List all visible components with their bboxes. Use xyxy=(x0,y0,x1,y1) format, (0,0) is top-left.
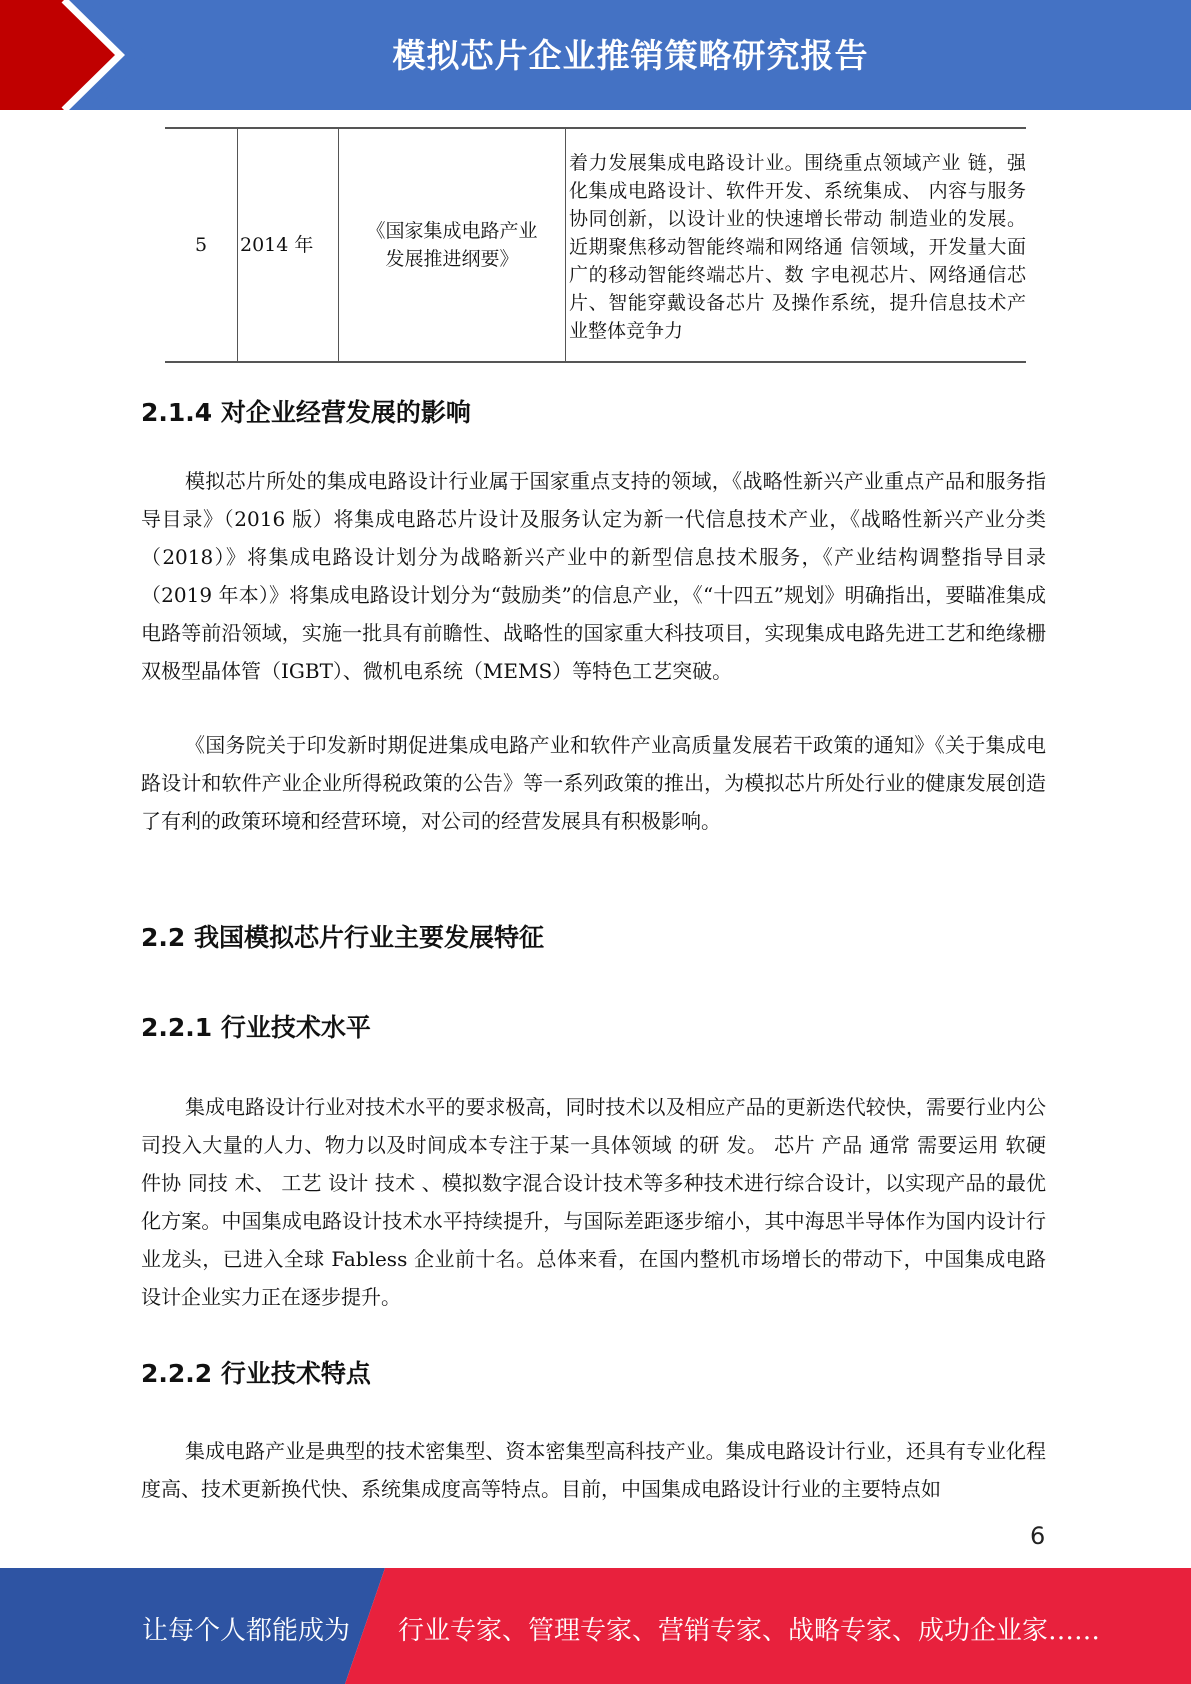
page-footer xyxy=(0,1568,1191,1684)
policy-table xyxy=(165,127,1026,363)
row-policy-name-cell xyxy=(339,128,566,362)
paragraph-2-1-4-a: 模拟芯片所处的集成电路设计行业属于国家重点支持的领域，《战略性新兴产业重点产品和服务指导目录》（2016 版）将集成电路芯片设计及服务认定为新一代信息技术产业，《战略性新兴产业分类（2018）》将集成电路设计划分为战略新兴产业中的新型信息技术服务，《产业结构调整指导目录（2019 年本）》将集成电路设计划分为“鼓励类”的信息产业，《“十四五”规划》明确指出，要瞄准集成电路等前沿领域，实施一批具有前瞻性、战略性的国家重大科技项目，实现集成电路先进工艺和绝缘栅双极型晶体管（IGBT）、微机电系统（MEMS）等特色工艺突破。 xyxy=(141,469,1046,683)
table-row xyxy=(165,128,1026,362)
paragraph-2-2-2: 集成电路产业是典型的技术密集型、资本密集型高科技产业。集成电路设计行业，还具有专业化程度高、技术更新换代快、系统集成度高等特点。目前，中国集成电路设计行业的主要特点如 xyxy=(141,1439,1046,1501)
section-heading-2-2: 2.2 我国模拟芯片行业主要发展特征 xyxy=(141,923,544,952)
footer-slogan-left: 让每个人都能成为 xyxy=(142,1616,351,1646)
page-header xyxy=(0,0,1191,110)
row-policy-name: 《国家集成电路产业 发展推进纲要》 xyxy=(366,220,538,270)
section-heading-2-1-4: 2.1.4 对企业经营发展的影响 xyxy=(141,398,471,427)
row-number: 5 xyxy=(165,128,238,362)
section-heading-2-2-2: 2.2.2 行业技术特点 xyxy=(141,1359,371,1388)
row-year: 2014 年 xyxy=(238,128,339,362)
section-heading-2-2-1: 2.2.1 行业技术水平 xyxy=(141,1013,371,1042)
report-title: 模拟芯片企业推销策略研究报告 xyxy=(392,36,869,75)
paragraph-2-1-4-b: 《国务院关于印发新时期促进集成电路产业和软件产业高质量发展若干政策的通知》《关于集成电路设计和软件产业企业所得税政策的公告》等一系列政策的推出，为模拟芯片所处行业的健康发展创造了有利的政策环境和经营环境，对公司的经营发展具有积极影响。 xyxy=(141,733,1046,833)
footer-slogan-right: 行业专家、管理专家、营销专家、战略专家、成功企业家…… xyxy=(398,1616,1101,1646)
paragraph-2-2-1: 集成电路设计行业对技术水平的要求极高，同时技术以及相应产品的更新迭代较快，需要行业内公司投入大量的人力、物力以及时间成本专注于某一具体领域 的研 发。 芯片 产品 通常 需要运用 软硬 件协 同技 术、 工艺 设计 技术 、模拟数字混合设计技术等多种技术进行综合设计，以实现产品的最优化方案。中国集成电路设计技术水平持续提升，与国际差距逐步缩小，其中海思半导体作为国内设计行业龙头，已进入全球 Fabless 企业前十名。总体来看，在国内整机市场增长的带动下，中国集成电路设计企业实力正在逐步提升。 xyxy=(141,1095,1046,1309)
row-policy-content: 着力发展集成电路设计业。围绕重点领域产业 链，强化集成电路设计、软件开发、系统集成、 内容与服务协同创新，以设计业的快速增长带动 制造业的发展。近期聚焦移动智能终端和网络通 信领域，开发量大面广的移动智能终端芯片、数 字电视芯片、网络通信芯片、智能穿戴设备芯片 及操作系统，提升信息技术产业整体竞争力 xyxy=(566,128,1027,362)
page-number: 6 xyxy=(1030,1522,1046,1550)
